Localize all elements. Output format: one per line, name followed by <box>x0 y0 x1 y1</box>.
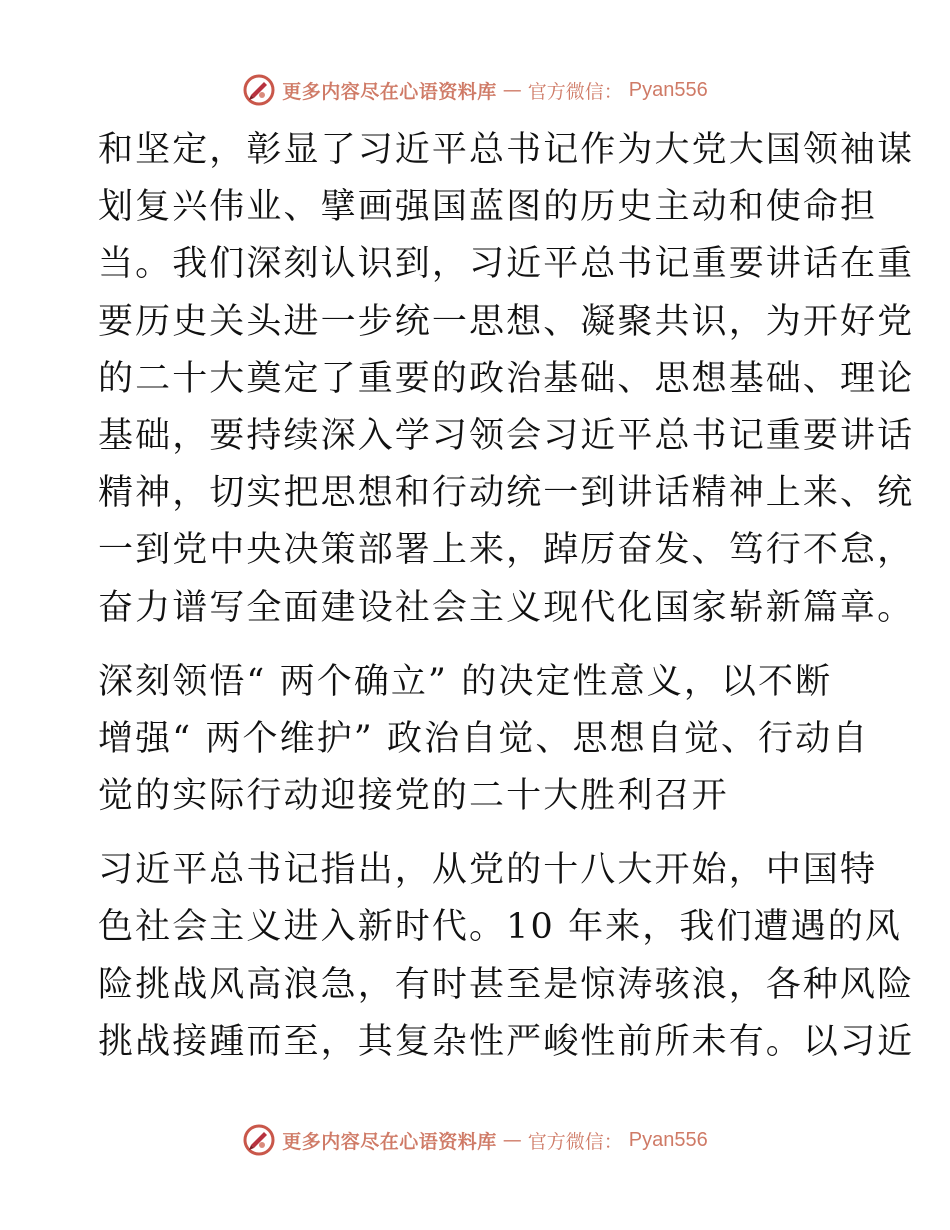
banner-wechat-id: Pyan556 <box>628 78 708 101</box>
text-line: 习近平总书记指出，从党的十八大开始，中国特 <box>98 850 878 891</box>
text-line: 精神，切实把思想和行动统一到讲话精神上来、统 <box>98 473 915 514</box>
text-line: 险挑战风高浪急，有时甚至是惊涛骇浪，各种风险 <box>98 964 915 1005</box>
banner-wechat-label: 官方微信： <box>527 1130 623 1153</box>
text-line: 基础，要持续深入学习领会习近平总书记重要讲话 <box>98 415 915 456</box>
section-heading <box>98 654 870 826</box>
heading-line: 觉的实际行动迎接党的二十大胜利召开 <box>98 776 729 817</box>
banner-separator: — <box>502 1129 522 1151</box>
document-body <box>98 122 915 1071</box>
text-line: 要历史关头进一步统一思想、凝聚共识，为开好党 <box>98 301 915 342</box>
text-line: 奋力谱写全面建设社会主义现代化国家崭新篇章。 <box>98 587 915 628</box>
text-line: 和坚定，彰显了习近平总书记作为大党大国领袖谋 <box>98 130 915 170</box>
banner-wechat-id: Pyan556 <box>628 1128 708 1151</box>
banner-site-name: 更多内容尽在心语资料库 <box>282 1130 497 1153</box>
banner-wechat-label: 官方微信： <box>527 80 623 103</box>
heading-line: 深刻领悟“ 两个确立” 的决定性意义，以不断 <box>98 661 833 702</box>
header-banner <box>0 70 950 110</box>
banner-site-name: 更多内容尽在心语资料库 <box>282 80 497 103</box>
text-line: 的二十大奠定了重要的政治基础、思想基础、理论 <box>98 358 915 399</box>
paragraph-2 <box>98 842 915 1071</box>
text-line: 一到党中央决策部署上来，踔厉奋发、笃行不怠， <box>98 530 915 571</box>
text-line: 划复兴伟业、擘画强国蓝图的历史主动和使命担 <box>98 187 878 228</box>
heading-line: 增强“ 两个维护” 政治自觉、思想自觉、行动自 <box>98 718 870 759</box>
text-line: 当。我们深刻认识到，习近平总书记重要讲话在重 <box>98 244 915 285</box>
text-line: 色社会主义进入新时代。10 年来，我们遭遇的风 <box>98 907 902 948</box>
text-line: 挑战接踵而至，其复杂性严峻性前所未有。以习近 <box>98 1021 915 1062</box>
paragraph-1 <box>98 122 915 637</box>
brand-logo-icon <box>242 1123 276 1157</box>
banner-separator: — <box>502 79 522 101</box>
footer-banner <box>0 1120 950 1160</box>
brand-logo-icon <box>242 73 276 107</box>
